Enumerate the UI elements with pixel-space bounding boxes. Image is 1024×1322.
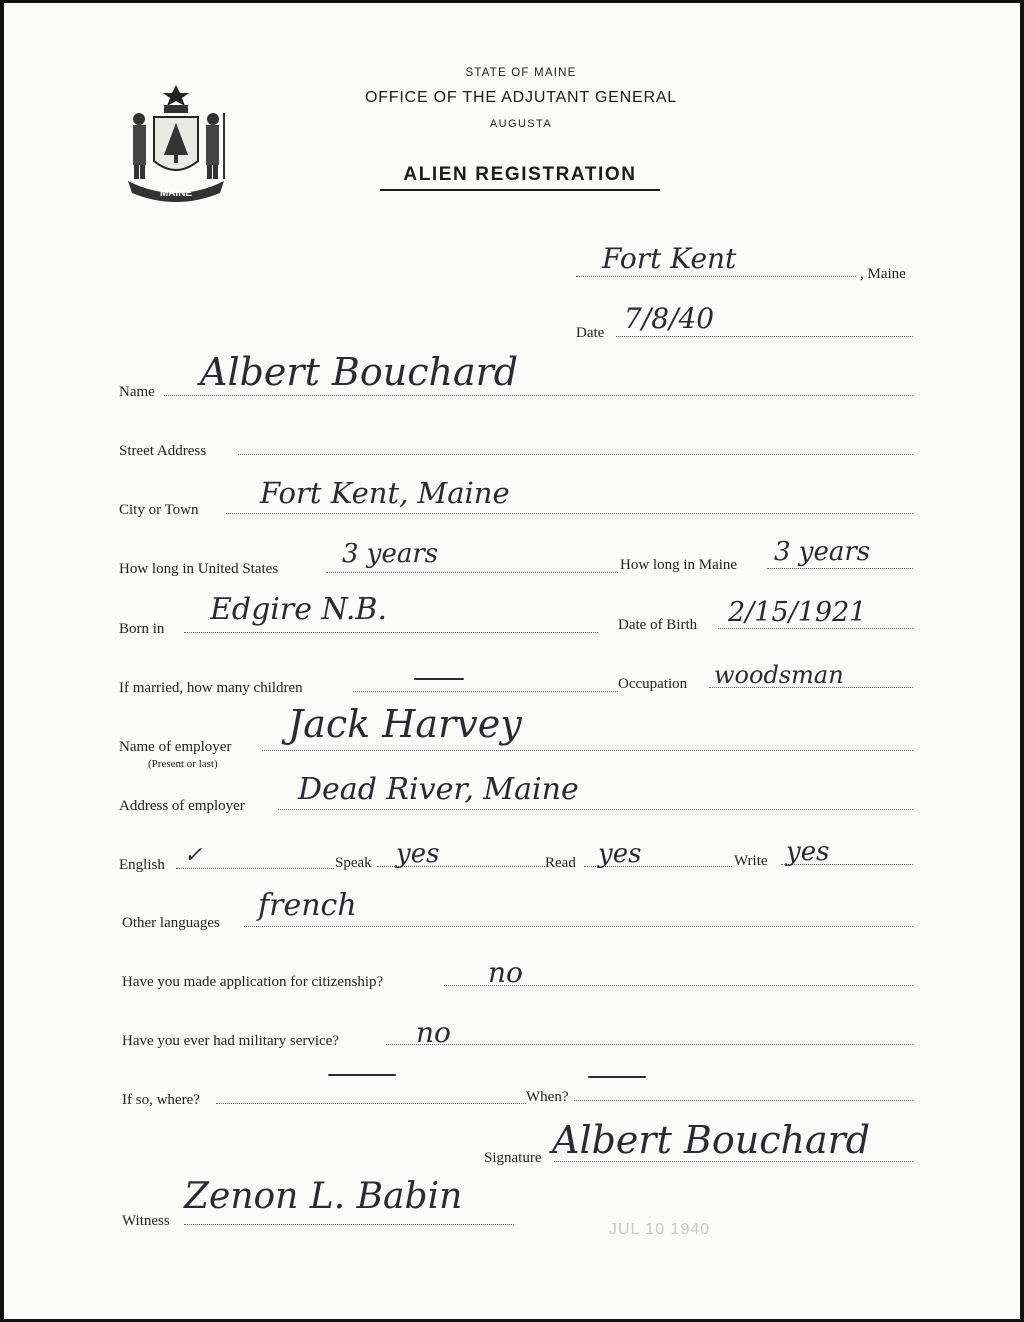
citizenship-label: Have you made application for citizenship?: [122, 974, 384, 990]
signature-value[interactable]: Albert Bouchard: [552, 1118, 871, 1162]
military-line: [386, 1044, 913, 1045]
when-line: [574, 1100, 913, 1101]
street-line: [238, 454, 913, 455]
date-of-birth-label: Date of Birth: [618, 617, 698, 633]
city-heading: AUGUSTA: [489, 118, 553, 130]
date-line: [616, 336, 913, 337]
occupation-label: Occupation: [618, 676, 688, 692]
street-label: Street Address: [119, 443, 207, 459]
how-long-us-value[interactable]: 3 years: [342, 539, 439, 569]
name-value[interactable]: Albert Bouchard: [200, 350, 519, 394]
born-in-line: [184, 632, 598, 633]
how-long-maine-label: How long in Maine: [620, 557, 738, 573]
born-in-label: Born in: [119, 621, 165, 637]
date-value[interactable]: 7/8/40: [624, 302, 715, 335]
if-so-where-label: If so, where?: [122, 1092, 200, 1108]
svg-text:MAINE: MAINE: [159, 188, 193, 199]
town-value[interactable]: Fort Kent: [602, 242, 737, 275]
occupation-value[interactable]: woodsman: [714, 661, 844, 689]
military-value[interactable]: no: [416, 1016, 451, 1049]
other-languages-label: Other languages: [122, 915, 220, 931]
other-languages-value[interactable]: french: [258, 888, 357, 923]
office-heading: OFFICE OF THE ADJUTANT GENERAL: [364, 89, 678, 106]
where-dash: [328, 1074, 396, 1076]
received-stamp: JUL 10 1940: [609, 1221, 711, 1238]
form-title: ALIEN REGISTRATION: [380, 164, 660, 191]
citizenship-value[interactable]: no: [488, 956, 523, 989]
how-long-maine-value[interactable]: 3 years: [774, 537, 871, 567]
married-children-dash: [414, 678, 464, 680]
state-heading: STATE OF MAINE: [465, 67, 577, 79]
employer-value[interactable]: Jack Harvey: [288, 702, 522, 746]
write-value[interactable]: yes: [786, 837, 830, 867]
employer-sublabel: (Present or last): [148, 758, 218, 770]
employer-address-line: [278, 809, 913, 810]
english-label: English: [119, 857, 165, 873]
how-long-us-label: How long in United States: [119, 561, 279, 577]
town-line: [576, 276, 856, 277]
speak-value[interactable]: yes: [396, 839, 440, 869]
employer-address-label: Address of employer: [119, 798, 245, 814]
born-in-value[interactable]: Edgire N.B.: [210, 592, 387, 627]
married-children-line: [353, 691, 618, 692]
registration-form: [4, 3, 1020, 1319]
married-children-label: If married, how many children: [119, 680, 303, 696]
employer-line: [262, 750, 913, 751]
read-label: Read: [545, 855, 576, 871]
english-line: [176, 868, 334, 869]
city-label: City or Town: [119, 502, 199, 518]
when-label: When?: [526, 1089, 569, 1105]
date-label: Date: [576, 325, 605, 341]
how-long-us-line: [326, 572, 618, 573]
employer-address-value[interactable]: Dead River, Maine: [298, 772, 579, 807]
when-dash: [588, 1076, 646, 1078]
maine-state-seal-icon: [124, 83, 228, 203]
name-label: Name: [119, 384, 155, 400]
witness-value[interactable]: Zenon L. Babin: [184, 1176, 463, 1217]
maine-label: , Maine: [860, 266, 906, 282]
witness-label: Witness: [122, 1213, 170, 1229]
read-value[interactable]: yes: [598, 839, 642, 869]
speak-label: Speak: [335, 855, 372, 871]
name-line: [164, 395, 913, 396]
how-long-maine-line: [767, 568, 913, 569]
date-of-birth-value[interactable]: 2/15/1921: [728, 597, 867, 628]
signature-label: Signature: [484, 1150, 542, 1166]
english-value[interactable]: ✓: [184, 843, 203, 868]
other-languages-line: [244, 926, 913, 927]
employer-label: Name of employer: [119, 739, 232, 755]
if-so-where-line: [216, 1103, 526, 1104]
write-label: Write: [734, 853, 768, 869]
date-of-birth-line: [718, 628, 913, 629]
city-line: [226, 513, 913, 514]
military-label: Have you ever had military service?: [122, 1033, 339, 1049]
city-value[interactable]: Fort Kent, Maine: [260, 476, 510, 510]
witness-line: [184, 1224, 514, 1225]
